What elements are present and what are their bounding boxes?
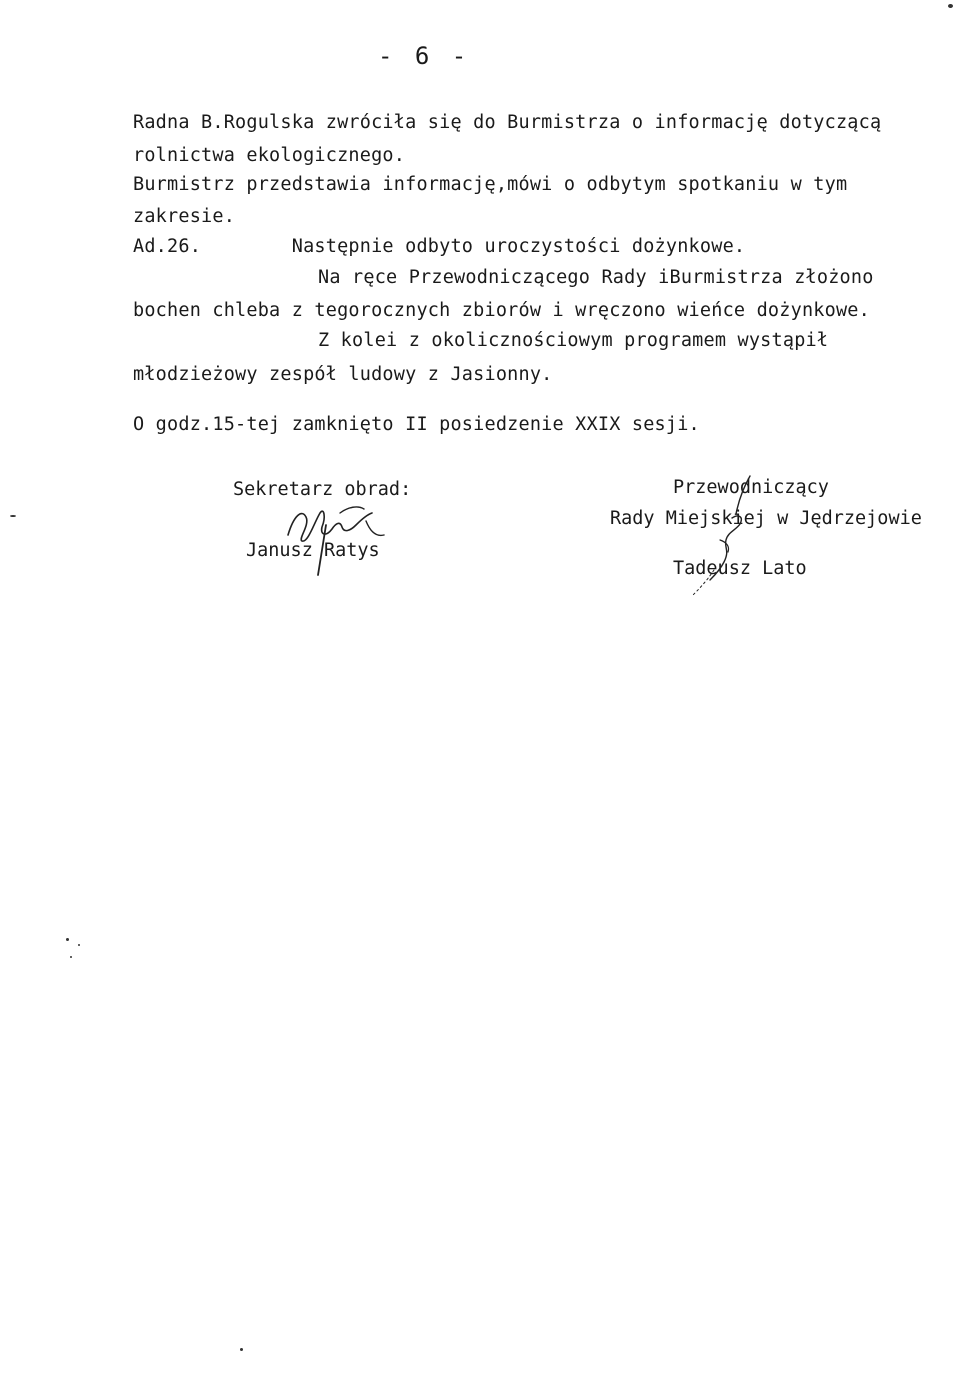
scan-mark — [948, 4, 953, 8]
secretary-name: Janusz Ratys — [246, 540, 380, 561]
scan-mark — [78, 944, 80, 946]
page-number: - 6 - — [378, 42, 471, 70]
text-line-7: bochen chleba z tegorocznych zbiorów i wręczono wieńce dożynkowe. — [133, 300, 870, 321]
secretary-role: Sekretarz obrad: — [233, 479, 412, 500]
text-line-3: Burmistrz przedstawia informację,mówi o odbytym spotkaniu w tym — [133, 174, 848, 195]
text-line-1: Radna B.Rogulska zwróciła się do Burmistrza o informację dotyczącą — [133, 112, 882, 133]
text-line-2: rolnictwa ekologicznego. — [133, 145, 406, 166]
scan-mark — [240, 1348, 243, 1351]
scan-mark — [10, 515, 16, 517]
text-line-6: Na ręce Przewodniczącego Rady iBurmistrza złożono — [318, 267, 874, 288]
chairman-role-line2: Rady Miejskiej w Jędrzejowie — [610, 508, 922, 529]
text-line-4: zakresie. — [133, 206, 236, 227]
text-line-9: młodzieżowy zespół ludowy z Jasionny. — [133, 364, 553, 385]
text-line-8: Z kolei z okolicznościowym programem wystąpił — [318, 330, 829, 351]
scan-mark — [70, 956, 72, 958]
scan-mark — [66, 938, 69, 941]
text-line-10: O godz.15-tej zamknięto II posiedzenie XXIX sesji. — [133, 414, 700, 435]
chairman-role-line1: Przewodniczący — [673, 477, 829, 498]
text-line-5: Ad.26. Następnie odbyto uroczystości dożynkowe. — [133, 236, 746, 257]
chairman-name: Tadeusz Lato — [673, 558, 807, 579]
chairman-handwritten-signature — [680, 470, 790, 610]
secretary-handwritten-signature — [280, 495, 400, 585]
